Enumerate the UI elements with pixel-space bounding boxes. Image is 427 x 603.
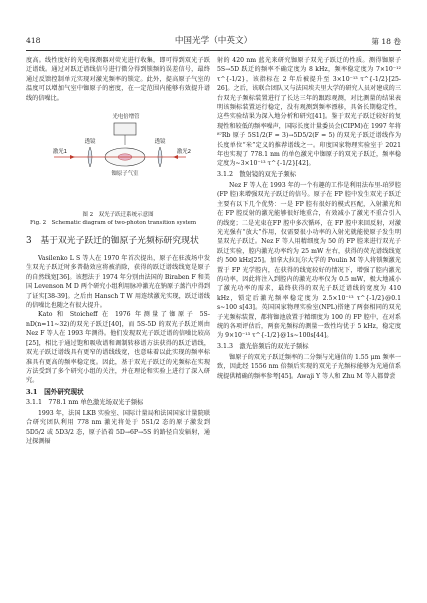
paragraph-history-1: Vasilenko L S 等人在 1970 年首次提出，原子在驻波场中发生双光子跃迁时多普勒效应将被消除，获得的跃迁谱线线宽是原子的自然线宽[36]。该想法于 1974 年分别由法国的 Biraben F 和美国 Levenson M D 两个研究小组利用脉冲激光在钠原子蒸汽中得到了证实[38-39]。之后由 Hansch T W 用连续激光实现，跃迁谱线的信噪比也随之有很大提升。: [26, 255, 210, 310]
figure-2: [26, 109, 210, 237]
figure-caption-en: Fig. 2 Schematic diagram of two-photon transition system: [30, 220, 197, 227]
label-lens-left: 透镜: [84, 139, 96, 146]
label-laser2: 激光2: [176, 149, 192, 156]
figure-caption-cn: 图 2 双光子跃迁系统示意图: [82, 212, 154, 219]
subsection-3-1-2-title: 3.1.2 散射镜的双光子频标: [217, 170, 296, 178]
subsection-3-1-title: 3.1 国外研究现状: [26, 387, 84, 396]
page-number: 418: [26, 36, 41, 45]
subsection-3-1-3-title: 3.1.3 激光倍频后的双光子频标: [217, 342, 309, 350]
right-column: [217, 56, 401, 381]
label-laser1: 激光1: [52, 149, 68, 156]
issue-label: 第 18 卷: [371, 37, 401, 46]
journal-title: 中国光学（中英文）: [174, 36, 253, 46]
section-3-title: 3 基于双光子跃迁的铷原子光频标研究现状: [26, 236, 199, 247]
header-rule: [26, 50, 401, 51]
running-header: [26, 34, 401, 48]
label-pmt: 光电倍增管: [112, 114, 140, 121]
paragraph-intro: 度高。线性度好的光电探测器对荧光进行收集，即可得到双光子跃迁谱线。通过对跃迁谱线信号进行微分得到锁频的误差信号，最终通过反馈控制单元实现对激光频率的锁定。此外，提高原子气室的温度可以增加气室中铷原子的密度，在一定范围内能够有效提升谱线的信噪比。: [26, 57, 210, 102]
label-lens-right: 透镜: [154, 139, 166, 146]
arrow-left-icon: [173, 155, 178, 159]
paragraph-history-2: Kato 和 Stoicheff 在 1976 年测量了铷原子 5S-nD(n=11~32)的双光子跃迁[40]，而 5S-5D 的双光子跃迁则由 Nez F 等人在 1993 年测得。他们发现双光子跃迁谱的信噪比较高[25]，相比于通过饱和吸收谱和调制转移谱方法获得的跃迁谱线，双光子跃迁谱线具有更窄的谱线线宽，也意味着以此实现的频率标准具有更高的频率稳定度。因此，基于双光子跃迁的光频标在实现方法受到了多个研究小组的关注，并在理论和实验上进行了深入研究。: [26, 311, 210, 385]
paragraph-continued: 射的 420 nm 蓝光来研究铷原子双光子跃迁的性质。测得铷原子 5S→5D 跃迁的频率不确定度为 8 kHz，频率稳定度为 7×10⁻¹² τ^{-1/2}，该指标在 2 年后被提升至 3×10⁻¹³ τ^{-1/2}[25-26]。之后，该联合团队又与法国埃夫里大学的研究人员对建成的三台双光子频标装置进行了长达三年的跟踪观测，对比测量的结果表明该频标装置运行稳定，没有观测到频率漂移，具备长期稳定性，这些实验结果为深入地分析和研究[41]。鉴于双光子跃迁较好的复现性和较低的频率噪声，国际长度计量委员会(CIPM)在 1997 年将⁸⁷Rb 原子 5S1/2(F = 3)→5D5/2(F = 5) 的双光子跃迁谱线作为长度单位“米”定义的推荐谱线之一。印度国家物理实验室于 2021 年也实现了 778.1 nm 的单色激光中铷原子的双光子跃迁，频率稳定度为~3×10⁻¹³ τ^{-1/2}[42]。: [217, 57, 401, 168]
label-cell: 铷原子气室: [111, 171, 139, 178]
photomultiplier-tube: [114, 123, 136, 135]
paragraph-3-1-2: Nez F 等人在 1993 年的一个有趣的工作是利用法布里-珀罗腔(FP 腔)来增强双光子跃迁的信号。原子在 FP 腔中发生双光子跃迁主要有以下几个优势：一是 FP 腔有很好的模式匹配，入射激光和在 FP 腔反射的激光能够很好地重合，有效减小了激光不重合引入的线宽；二是光束在FP 腔中多次循环，在 FP 腔中来回反射，对激光光强有“放大”作用，仅需要很小功率的入射光就能使原子发生明显双光子跃迁。Nez F 等人用精细度为 50 的 FP 腔来进行双光子跃迁实验，腔内激光功率约为 25 mW 左右，获得的荧光谱线线宽约 500 kHz[25]。加拿大拉瓦尔大学的 Poulin M 等人将锁频激光置于 FP 光学腔内，在获得的线宽较好的情况下，增强了腔内激光的功率，因此将注入到腔内的激光功率仅为 0.5 mW，极大地减小了激光功率的需求，最终获得的双光子跃迁谱线的宽度为 410 kHz，锁定后激光频率稳定度为 2.5×10⁻¹³ τ^{-1/2}@0.1 s~100 s[43]。英国国家物理实验室(NPL)搭建了两套相同的双光子光频标装置，都将铷池放置于精细度为 100 的 FP 腔中，在对系统的各项评估后，两套光频标的测量一致性均优于 5 kHz，稳定度为 9×10⁻¹³ τ^{-1/2}@1s~100s[44]。: [217, 181, 401, 340]
subsection-3-1-1-title: 3.1.1 778.1 nm 单色激光场双光子频标: [26, 398, 144, 406]
arrow-right-icon: [70, 155, 75, 159]
two-photon-diagram: [46, 109, 196, 209]
paragraph-3-1-1: 1993 年，法国 LKB 实验室、国际计量局和法国国家计量院联合研究团队利用 778 nm 激光将处于 5S1/2 态的原子激发到 5D5/2 或 5D3/2 态，原子沿着 5D→6P→5S 的路径自发辐射，通过探测辐: [26, 409, 210, 445]
left-column: [26, 56, 210, 446]
paragraph-3-1-3: 铷原子的双光子跃迁频率的二分频与光通信的 1.55 μm 频率一致，因此经 1556 nm 倍频后实现的双光子光频标能够为光通信系统提供精确的频率参考[45]。Awaji Y 等人和 Zhu M 等人都曾尝: [217, 353, 401, 380]
